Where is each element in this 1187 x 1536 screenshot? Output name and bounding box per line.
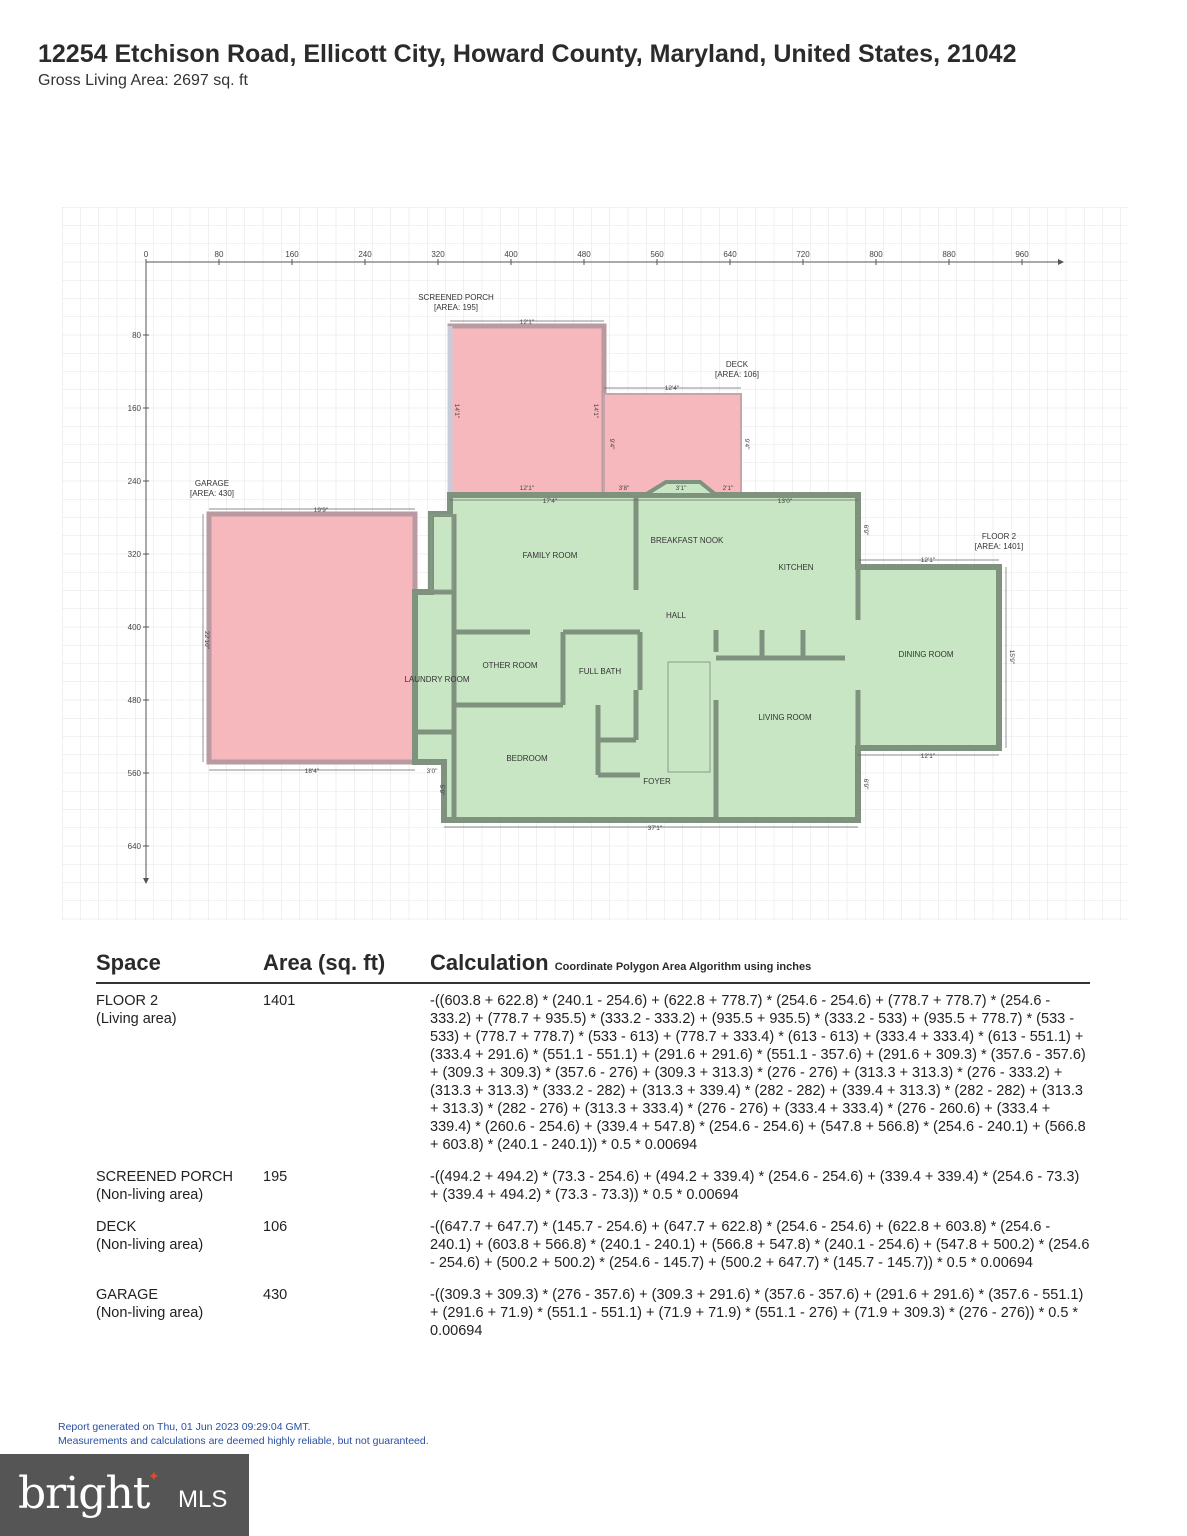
floor-plan [0,195,1187,930]
x-tick-label: 0 [143,250,149,259]
room-kitchen: KITCHEN [778,563,814,572]
dim-floor-top-left: 17'4" [542,498,558,505]
x-tick-label: 320 [431,250,445,259]
space-type: (Non-living area) [96,1237,204,1253]
space-type: (Living area) [96,1011,177,1027]
area-value: 1401 [263,993,296,1009]
table-row [96,1278,1090,1346]
space-type: (Non-living area) [96,1305,204,1321]
dim-dining-top: 12'1" [920,557,936,564]
table-row [96,1160,1090,1210]
room-breakfast-nook: BREAKFAST NOOK [650,536,724,545]
x-tick-label: 560 [650,250,664,259]
space-name: FLOOR 2 [96,993,159,1009]
x-tick-label: 720 [796,250,810,259]
y-tick-label: 320 [127,550,141,559]
x-tick-label: 400 [504,250,518,259]
dim-kitchen-right: 6'9" [862,524,869,536]
area-calculation-table [96,950,1090,1346]
dim-garage-bottom: 18'4" [304,768,320,775]
logo-mls: MLS [178,1486,228,1513]
bright-mls-logo [0,1454,249,1536]
y-tick-label: 80 [132,331,141,340]
dim-garage-top: 19'9" [313,507,329,514]
space-type: (Non-living area) [96,1187,204,1203]
report-generated-note: Report generated on Thu, 01 Jun 2023 09:29:04 GMT. [58,1421,311,1433]
x-tick-label: 880 [942,250,956,259]
dim-porch-top: 12'1" [519,319,535,326]
dim-deck-b3: 2'1" [722,485,734,492]
y-tick-label: 240 [127,477,141,486]
calculation-text: -((494.2 + 494.2) * (73.3 - 254.6) + (494.2 + 339.4) * (254.6 - 254.6) + (339.4 + 339.4) * (254.6 - 73.3) + (339.4 + 494.2) * (73.3 - 73.3)) * 0.5 * 0.00694 [430,1169,1080,1203]
deck-area-label: [AREA: 106] [714,370,760,379]
y-tick-label: 480 [127,696,141,705]
table-row [96,1210,1090,1278]
space-name: GARAGE [96,1287,159,1303]
space-name: DECK [96,1219,137,1235]
calculation-note: Coordinate Polygon Area Algorithm using inches [554,961,812,973]
x-tick-label: 160 [285,250,299,259]
calculation-text: -((309.3 + 309.3) * (276 - 357.6) + (309.3 + 291.6) * (357.6 - 357.6) + (291.6 + 291.6) * (357.6 - 551.1) + (291.6 + 71.9) * (551.1 - 551.1) + (71.9 + 71.9) * (551.1 - 276) + (71.9 + 309.3) * (276 - 276)) * 0.5 * 0.00694 [430,1287,1084,1339]
room-dining-room: DINING ROOM [898,650,954,659]
x-tick-label: 960 [1015,250,1029,259]
space-name: SCREENED PORCH [96,1169,233,1185]
dim-deck-b2: 3'1" [675,485,687,492]
room-foyer: FOYER [643,777,671,786]
header-area: Area (sq. ft) [263,950,430,983]
room-living-room: LIVING ROOM [758,713,812,722]
dim-dining-bottom: 12'1" [920,753,936,760]
disclaimer-note: Measurements and calculations are deemed highly reliable, but not guaranteed. [58,1435,429,1447]
room-other-room: OTHER ROOM [482,661,538,670]
porch-label: SCREENED PORCH [418,293,494,302]
dim-deck-left: 9'4" [608,438,615,450]
floor2-label: FLOOR 2 [981,532,1017,541]
room-hall: HALL [665,611,687,620]
logo-spark-icon: ✦ [148,1468,160,1484]
room-full-bath: FULL BATH [578,667,622,676]
logo-wordmark: bright [18,1468,150,1519]
room-laundry-room: LAUNDRY ROOM [404,675,470,684]
header-space: Space [96,950,263,983]
dim-porch-right: 14'1" [592,403,599,419]
room-bedroom: BEDROOM [506,754,548,763]
dim-deck-top: 12'4" [664,385,680,392]
dim-garage-left: 22'10" [203,630,210,650]
garage-label: GARAGE [194,479,230,488]
area-value: 106 [263,1219,288,1235]
x-tick-label: 480 [577,250,591,259]
porch-area-label: [AREA: 195] [433,303,479,312]
y-tick-label: 160 [127,404,141,413]
garage-area-label: [AREA: 430] [189,489,235,498]
header-calculation: Calculation Coordinate Polygon Area Algorithm using inches [430,950,1090,983]
floor2-area-label: [AREA: 1401] [974,542,1024,551]
x-tick-label: 80 [214,250,224,259]
calculation-text: -((603.8 + 622.8) * (240.1 - 254.6) + (622.8 + 778.7) * (254.6 - 254.6) + (778.7 + 778.7) * (254.6 - 333.2) + (778.7 + 935.5) * (333.2 - 333.2) + (935.5 + 935.5) * (333.2 - 533) + (935.5 + 778.7) * (533 - 533) + (778.7 + 778.7) * (533 - 613) + (778.7 + 333.4) * (613 - 613) + (333.4 + 333.4) * (613 - 551.1) + (333.4 + 291.6) * (551.1 - 551.1) + (291.6 + 291.6) * (551.1 - 357.6) + (291.6 + 309.3) * (357.6 - 357.6) + (309.3 + 309.3) * (357.6 - 276) + (309.3 + 313.3) * (276 - 276) + (313.3 + 313.3) * (276 - 333.2) + (313.3 + 313.3) * (333.2 - 282) + (313.3 + 339.4) * (282 - 282) + (339.4 + 313.3) * (282 - 282) + (313.3 + 313.3) * (282 - 276) + (313.3 + 333.4) * (276 - 276) + (333.4 + 333.4) * (276 - 260.6) + (333.4 + 339.4) * (260.6 - 254.6) + (339.4 + 547.8) * (254.6 - 254.6) + (547.8 + 566.8) * (254.6 - 240.1) + (566.8 + 603.8) * (240.1 - 240.1)) * 0.5 * 0.00694 [430,993,1086,1153]
x-tick-label: 640 [723,250,737,259]
dim-deck-right: 9'4" [743,438,750,450]
dim-laundry-bottom: 3'0" [426,768,438,775]
y-tick-label: 560 [127,769,141,778]
dim-bottom-right: 6'9" [862,778,869,790]
table-row [96,983,1090,1160]
area-value: 430 [263,1287,288,1303]
garage-area [209,514,415,762]
screened-porch-area [450,326,604,496]
dim-deck-b1: 3'8" [618,485,630,492]
dim-porch-left: 14'1" [453,403,460,419]
x-tick-label: 240 [358,250,372,259]
y-tick-label: 640 [127,842,141,851]
y-tick-label: 400 [127,623,141,632]
calculation-text: -((647.7 + 647.7) * (145.7 - 254.6) + (647.7 + 622.8) * (254.6 - 254.6) + (622.8 + 603.8) * (254.6 - 240.1) + (603.8 + 566.8) * (240.1 - 240.1) + (566.8 + 547.8) * (240.1 - 254.6) + (547.8 + 500.2) * (254.6 - 254.6) + (500.2 + 500.2) * (254.6 - 145.7) + (500.2 + 647.7) * (145.7 - 145.7)) * 0.5 * 0.00694 [430,1219,1090,1271]
dim-floor-bottom: 37'1" [647,825,663,832]
dim-floor-top-right: 13'0" [777,498,793,505]
x-tick-label: 800 [869,250,883,259]
gross-living-area: Gross Living Area: 2697 sq. ft [38,72,248,89]
deck-label: DECK [725,360,749,369]
deck-area [604,394,741,494]
room-family-room: FAMILY ROOM [522,551,578,560]
page-title: 12254 Etchison Road, Ellicott City, Howard County, Maryland, United States, 21042 [38,40,1017,68]
dim-dining-right: 15'9" [1008,649,1015,665]
dim-porch-bottom: 12'1" [519,485,535,492]
area-value: 195 [263,1169,288,1185]
dim-bottom-left: 5'9" [438,784,445,796]
